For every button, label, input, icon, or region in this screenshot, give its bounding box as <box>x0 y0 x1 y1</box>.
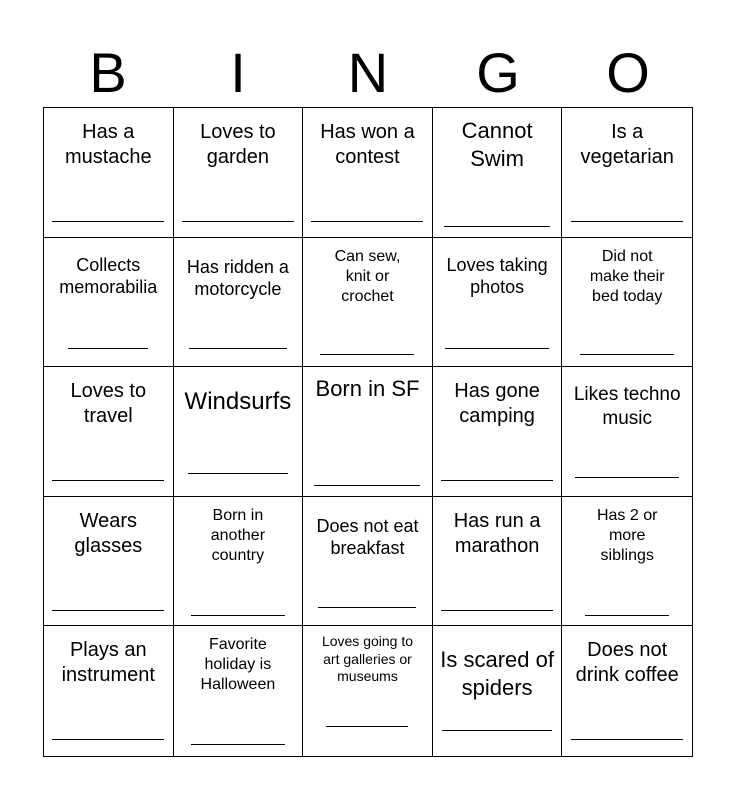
signature-line <box>445 348 549 349</box>
signature-line <box>314 485 420 486</box>
bingo-cell[interactable] <box>303 108 433 238</box>
cell-text: Loves taking photos <box>446 254 548 298</box>
cell-text: Wears glasses <box>74 509 143 557</box>
cell-text: Can sew, knit or crochet <box>334 247 401 305</box>
cell-text: Has won a contest <box>320 121 415 168</box>
bingo-header <box>43 40 693 106</box>
signature-line <box>189 348 287 349</box>
bingo-grid <box>43 107 693 757</box>
bingo-cell[interactable] <box>44 626 174 756</box>
bingo-cell[interactable] <box>433 497 563 627</box>
cell-text: Has 2 or more siblings <box>596 506 658 564</box>
cell-text: Is a vegetarian <box>580 121 674 168</box>
cell-text: Plays an instrument <box>61 639 155 687</box>
cell-text: Born in SF <box>315 376 420 402</box>
bingo-cell[interactable] <box>562 108 692 238</box>
bingo-cell[interactable] <box>433 238 563 368</box>
bingo-cell[interactable] <box>562 238 692 368</box>
bingo-cell[interactable] <box>44 238 174 368</box>
signature-line <box>580 354 674 355</box>
signature-line <box>326 726 408 727</box>
header-letter-n: N <box>347 41 389 104</box>
signature-line <box>191 744 285 745</box>
signature-line <box>442 730 552 731</box>
bingo-cell[interactable] <box>174 238 304 368</box>
bingo-cell[interactable] <box>174 108 304 238</box>
bingo-cell[interactable] <box>433 626 563 756</box>
cell-text: Loves going to art galleries or museums <box>321 633 414 685</box>
cell-text: Favorite holiday is Halloween <box>200 636 276 694</box>
bingo-cell[interactable] <box>562 626 692 756</box>
signature-line <box>444 226 550 227</box>
bingo-cell[interactable] <box>174 367 304 497</box>
cell-text: Cannot Swim <box>461 118 533 171</box>
header-letter-i: I <box>230 41 246 104</box>
cell-text: Likes techno music <box>573 384 681 429</box>
signature-line <box>575 477 679 478</box>
signature-line <box>182 221 294 222</box>
bingo-cell[interactable] <box>303 238 433 368</box>
bingo-cell[interactable] <box>562 497 692 627</box>
bingo-cell[interactable] <box>303 367 433 497</box>
bingo-cell[interactable] <box>303 626 433 756</box>
cell-text: Collects memorabilia <box>59 254 158 298</box>
header-letter-o: O <box>606 41 650 104</box>
signature-line <box>441 480 553 481</box>
bingo-cell[interactable] <box>433 108 563 238</box>
signature-line <box>441 610 553 611</box>
bingo-cell[interactable] <box>44 367 174 497</box>
signature-line <box>68 348 148 349</box>
bingo-cell[interactable] <box>174 497 304 627</box>
cell-text: Windsurfs <box>184 388 292 416</box>
bingo-cell[interactable] <box>44 497 174 627</box>
signature-line <box>188 473 288 474</box>
cell-text: Is scared of spiders <box>440 647 554 700</box>
signature-line <box>318 607 416 608</box>
signature-line <box>52 610 164 611</box>
cell-text: Does not drink coffee <box>575 639 679 687</box>
cell-text: Has gone camping <box>454 380 540 428</box>
bingo-cell[interactable] <box>44 108 174 238</box>
bingo-cell[interactable] <box>433 367 563 497</box>
signature-line <box>571 739 683 740</box>
signature-line <box>320 354 414 355</box>
cell-text: Born in another country <box>210 506 266 564</box>
bingo-cell[interactable] <box>174 626 304 756</box>
bingo-cell[interactable] <box>562 367 692 497</box>
cell-text: Does not eat breakfast <box>316 515 419 559</box>
header-letter-g: G <box>476 41 520 104</box>
cell-text: Did not make their bed today <box>589 247 665 305</box>
signature-line <box>571 221 683 222</box>
cell-text: Has ridden a motorcycle <box>186 256 289 300</box>
header-letter-b: B <box>89 41 127 104</box>
signature-line <box>585 615 669 616</box>
signature-line <box>311 221 423 222</box>
cell-text: Has run a marathon <box>453 509 541 557</box>
signature-line <box>52 221 164 222</box>
cell-text: Has a mustache <box>64 121 152 168</box>
signature-line <box>52 739 164 740</box>
bingo-cell[interactable] <box>303 497 433 627</box>
signature-line <box>52 480 164 481</box>
signature-line <box>191 615 285 616</box>
cell-text: Loves to garden <box>200 121 276 168</box>
cell-text: Loves to travel <box>70 380 147 428</box>
